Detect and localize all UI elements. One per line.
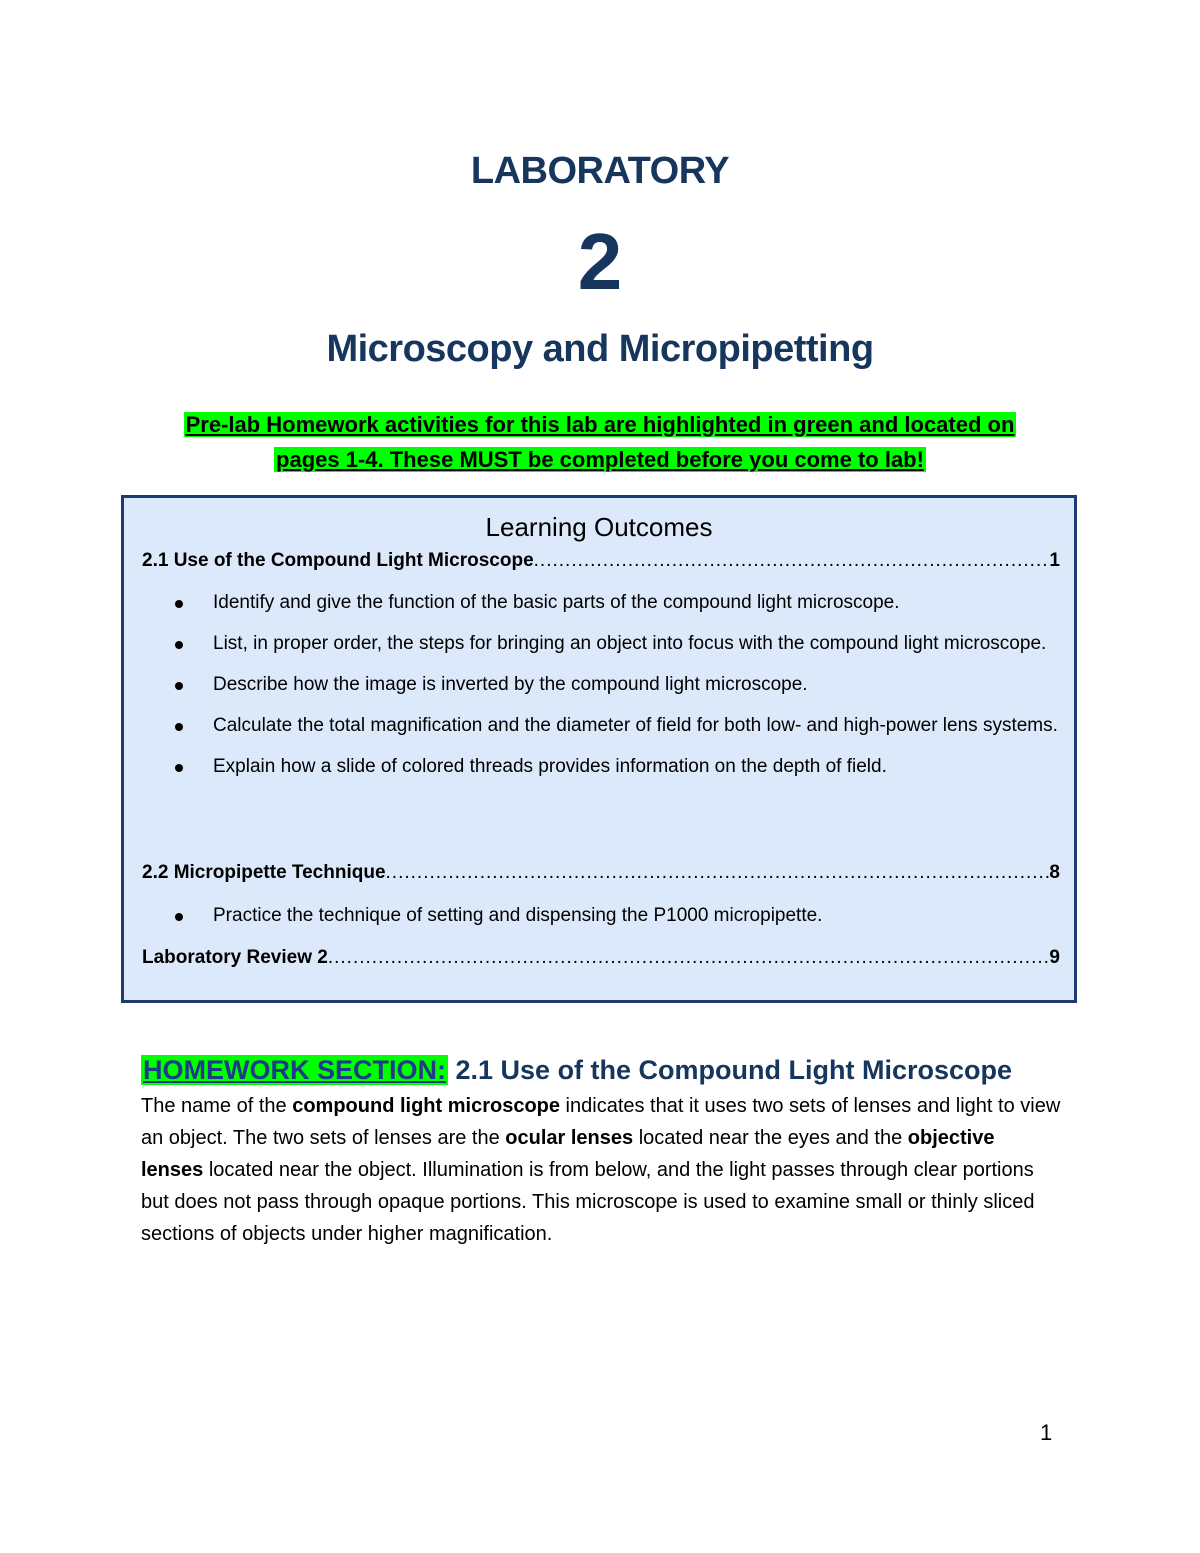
- homework-section-label: HOMEWORK SECTION:: [143, 1055, 446, 1085]
- learning-outcomes-box: [121, 495, 1077, 1003]
- homework-section-heading: [141, 1055, 1012, 1086]
- list-item: Describe how the image is inverted by the compound light microscope.: [142, 669, 1060, 701]
- toc-page-number: 1: [1049, 550, 1060, 571]
- prelab-notice-line-1: [0, 408, 1200, 442]
- outcomes-list-microscope: [142, 587, 1060, 792]
- toc-leader-dots: [534, 550, 1050, 572]
- toc-heading: 2.1 Use of the Compound Light Microscope: [142, 550, 534, 571]
- homework-section-title: 2.1 Use of the Compound Light Microscope: [448, 1055, 1013, 1085]
- toc-entry-microscope: [142, 550, 1060, 572]
- toc-heading: Laboratory Review 2: [142, 947, 328, 968]
- term-compound-light-microscope: compound light microscope: [292, 1095, 560, 1117]
- lab-label: LABORATORY: [470, 150, 730, 192]
- paragraph-text: The name of the: [141, 1095, 293, 1117]
- list-item: Calculate the total magnification and the diameter of field for both low- and high-power lens systems.: [142, 710, 1060, 742]
- toc-page-number: 9: [1049, 947, 1060, 968]
- prelab-notice-text-1: Pre-lab Homework activities for this lab are highlighted in green and located on: [185, 412, 1015, 437]
- term-objective-lenses: objective lenses: [141, 1127, 995, 1181]
- toc-leader-dots: [328, 947, 1050, 969]
- list-item: Explain how a slide of colored threads provides information on the depth of field.: [142, 751, 1060, 783]
- homework-paragraph: [141, 1090, 1061, 1250]
- list-item: Practice the technique of setting and dispensing the P1000 micropipette.: [142, 900, 1060, 932]
- list-item: List, in proper order, the steps for bringing an object into focus with the compound light microscope.: [142, 628, 1060, 660]
- paragraph-text: located near the eyes and the: [633, 1127, 908, 1149]
- prelab-notice-text-2: pages 1-4. These MUST be completed before you come to lab!: [276, 447, 924, 472]
- toc-entry-micropipette: [142, 862, 1060, 884]
- toc-heading: 2.2 Micropipette Technique: [142, 862, 386, 883]
- outcomes-list-micropipette: [142, 900, 1060, 941]
- paragraph-text: located near the object. Illumination is from below, and the light passes through clear portions but does not pass through opaque portions. This microscope is used to examine small or thinly sliced sections of objects under higher magnification.: [141, 1159, 1035, 1245]
- toc-page-number: 8: [1049, 862, 1060, 883]
- page-number: 1: [1040, 1420, 1053, 1445]
- list-item: Identify and give the function of the basic parts of the compound light microscope.: [142, 587, 1060, 619]
- term-ocular-lenses: ocular lenses: [505, 1127, 634, 1149]
- lab-title: Microscopy and Micropipetting: [326, 328, 874, 370]
- toc-entry-review: [142, 947, 1060, 969]
- toc-leader-dots: [386, 862, 1050, 884]
- prelab-notice-line-2: [0, 443, 1200, 477]
- learning-outcomes-title: Learning Outcomes: [485, 512, 713, 542]
- lab-number: 2: [577, 217, 623, 306]
- paragraph-text: indicates that it uses two sets of lenses and light to view an object. The two sets of lenses are the: [141, 1095, 1061, 1149]
